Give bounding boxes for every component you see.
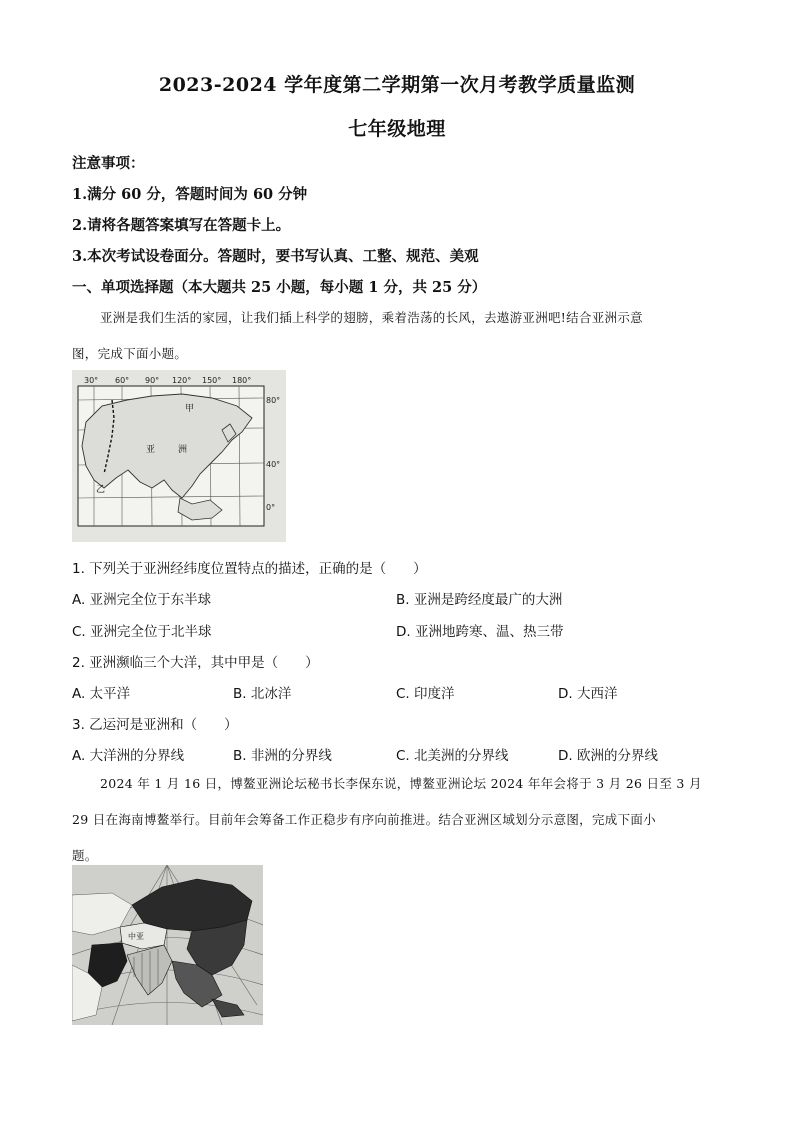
page-subtitle: 七年级地理 — [348, 118, 446, 140]
place-label: 亚 — [146, 445, 156, 455]
place-label: 甲 — [185, 404, 195, 414]
place-label: 中亚 — [128, 932, 144, 941]
lon-label: 180° — [232, 376, 252, 385]
place-label: 乙 — [96, 485, 106, 495]
lon-label: 150° — [202, 376, 222, 385]
question-3: 3. 乙运河是亚洲和（ ） — [72, 717, 238, 733]
asia-map — [72, 370, 286, 542]
q3-option-d[interactable]: D. 欧洲的分界线 — [558, 748, 658, 764]
q3-option-b[interactable]: B. 非洲的分界线 — [233, 748, 332, 764]
lat-label: 80° — [266, 396, 281, 405]
q2-option-d[interactable]: D. 大西洋 — [558, 686, 618, 702]
lon-label: 120° — [172, 376, 192, 385]
place-label: 洲 — [178, 445, 188, 455]
section-heading: 一、单项选择题（本大题共 25 小题，每小题 1 分，共 25 分） — [72, 279, 487, 296]
lon-label: 90° — [145, 376, 160, 385]
q1-option-b[interactable]: B. 亚洲是跨经度最广的大洲 — [396, 592, 563, 608]
intro-line: 亚洲是我们生活的家园，让我们插上科学的翅膀，乘着浩荡的长风，去遨游亚洲吧!结合亚洲示意 — [100, 310, 643, 325]
q1-option-a[interactable]: A. 亚洲完全位于东半球 — [72, 592, 212, 608]
q2-option-a[interactable]: A. 太平洋 — [72, 686, 131, 702]
q1-option-d[interactable]: D. 亚洲地跨寒、温、热三带 — [396, 624, 564, 640]
passage-paragraph — [72, 766, 722, 874]
lat-label: 40° — [266, 460, 281, 469]
note-item: 2.请将各题答案填写在答题卡上。 — [72, 217, 291, 234]
note-item: 1.满分 60 分，答题时间为 60 分钟 — [72, 186, 308, 203]
intro-line: 图，完成下面小题。 — [72, 346, 188, 361]
q3-option-c[interactable]: C. 北美洲的分界线 — [396, 748, 509, 764]
q2-option-b[interactable]: B. 北冰洋 — [233, 686, 292, 702]
q1-option-c[interactable]: C. 亚洲完全位于北半球 — [72, 624, 212, 640]
intro-paragraph — [72, 300, 722, 372]
note-item: 3.本次考试设卷面分。答题时，要书写认真、工整、规范、美观 — [72, 248, 479, 265]
asia-region-map — [72, 865, 263, 1025]
q2-option-c[interactable]: C. 印度洋 — [396, 686, 455, 702]
passage-line: 题。 — [72, 848, 98, 863]
passage-line: 29 日在海南博鳌举行。目前年会筹备工作正稳步有序向前推进。结合亚洲区域划分示意图，完成下面小 — [72, 812, 656, 827]
passage-line: 2024 年 1 月 16 日，博鳌亚洲论坛秘书长李保东说，博鳌亚洲论坛 2024 年年会将于 3 月 26 日至 3 月 — [100, 776, 702, 791]
lat-label: 0° — [266, 503, 276, 512]
lon-label: 30° — [84, 376, 99, 385]
page-title: 2023-2024 学年度第二学期第一次月考教学质量监测 — [158, 74, 636, 96]
lon-label: 60° — [115, 376, 130, 385]
question-1: 1. 下列关于亚洲经纬度位置特点的描述，正确的是（ ） — [72, 561, 427, 577]
q3-option-a[interactable]: A. 大洋洲的分界线 — [72, 748, 185, 764]
notes-heading: 注意事项： — [72, 155, 145, 172]
question-2: 2. 亚洲濒临三个大洋，其中甲是（ ） — [72, 655, 319, 671]
